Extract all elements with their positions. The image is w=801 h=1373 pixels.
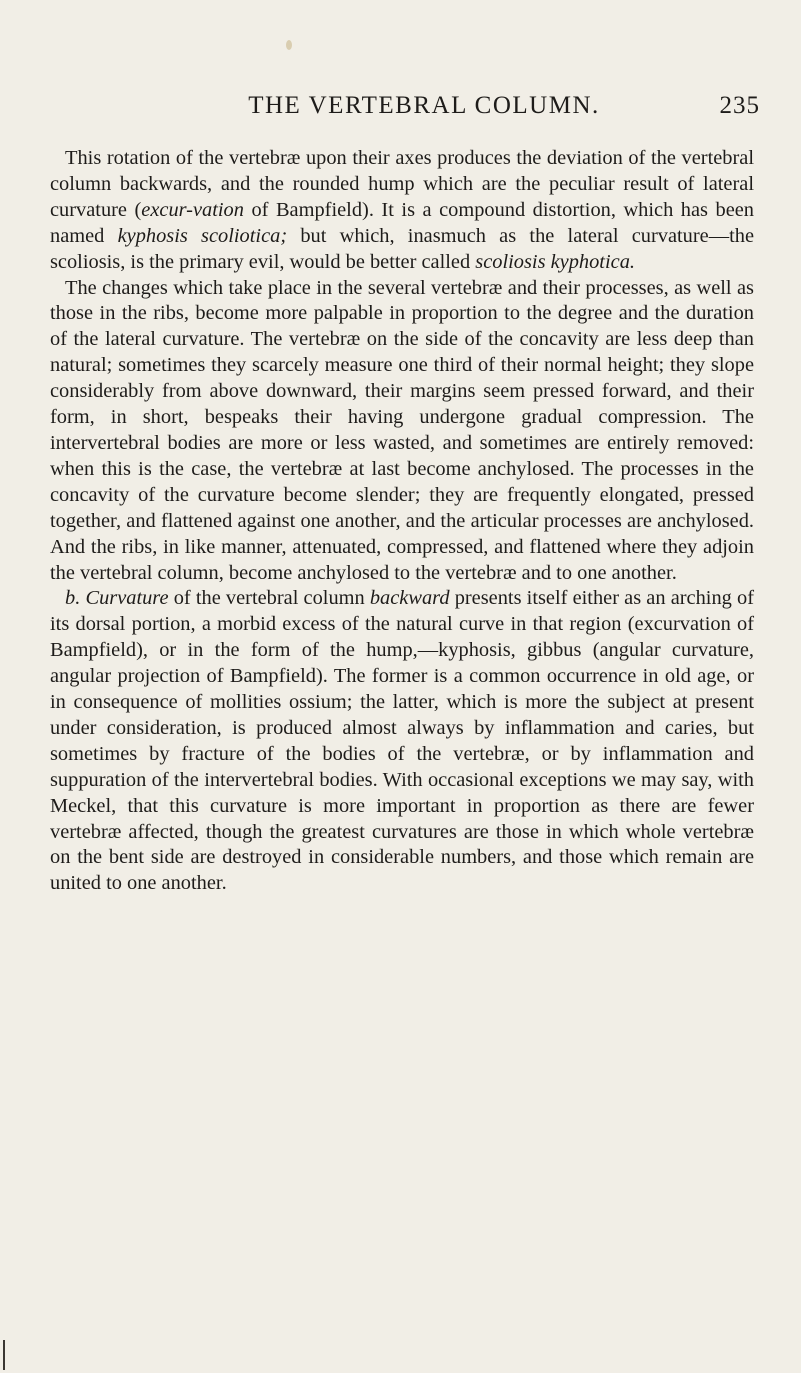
running-title: THE VERTEBRAL COLUMN. [248,92,600,119]
italic-term: kyphosis scoliotica; [117,224,288,247]
margin-mark [3,1340,5,1370]
text-run: presents itself either as an arching of its dorsal portion, a morbid excess of the natural curve in that region (excurvation of Bampfield), or in the form of the hump,—kyphosis, gibbus (angular curvature, angular projection of Bampfield). The former is a common occurrence in old age, or in consequence of mollities ossium; the latter, which is more the subject at present under consideration, is produced almost always by inflammation and caries, but sometimes by fracture of the bodies of the vertebræ, or by inflammation and suppuration of the intervertebral bodies. With occasional exceptions we may say, with Meckel, that this curvature is more important in proportion as there are fewer vertebræ affected, though the greatest curvatures are those in which whole vertebræ on the bent side are destroyed in considerable numbers, and those which remain are united to one another. [50,587,754,895]
paragraph-changes: The changes which take place in the several vertebræ and their processes, as well as those in the ribs, become more palpable in proportion to the degree and the duration of the lateral curvature. The vertebræ on the side of the concavity are less deep than natural; sometimes they scarcely measure one third of their normal height; they slope considerably from above downward, their margins seem pressed forward, and their form, in short, bespeaks their having undergone gradual compression. The intervertebral bodies are more or less wasted, and sometimes are entirely removed: when this is the case, the vertebræ at last become anchylosed. The processes in the concavity of the curvature become slender; they are frequently elongated, pressed together, and flattened against one another, and the articular processes are anchylosed. And the ribs, in like manner, attenuated, compressed, and flattened where they adjoin the vertebral column, become anchylosed to the vertebræ and to one another. [50,276,754,584]
italic-term: scoliosis kyphotica. [475,250,635,273]
text-run: but which, inasmuch as the lateral curvature—the scoliosis, is the primary evil, would be better called [50,224,754,273]
paragraph-rotation [50,146,754,276]
running-head [96,92,760,128]
text-run: of the vertebral column [168,587,370,610]
text-run: of Bampfield). It is a compound distortion, which has been named [50,198,754,247]
text-run: This rotation of the vertebræ upon their axes produces the deviation of the vertebral column backwards, and the rounded hump which are the peculiar result of lateral curvature ( [50,147,754,221]
italic-term: Curvature [85,587,169,610]
italic-term: backward [369,587,450,610]
body-text [50,146,754,897]
page-number: 235 [719,92,760,119]
section-letter: b. [65,587,81,610]
paragraph-curvature-backward [50,586,754,897]
italic-term: excur-vation [141,198,244,221]
paper-speck [286,40,292,50]
